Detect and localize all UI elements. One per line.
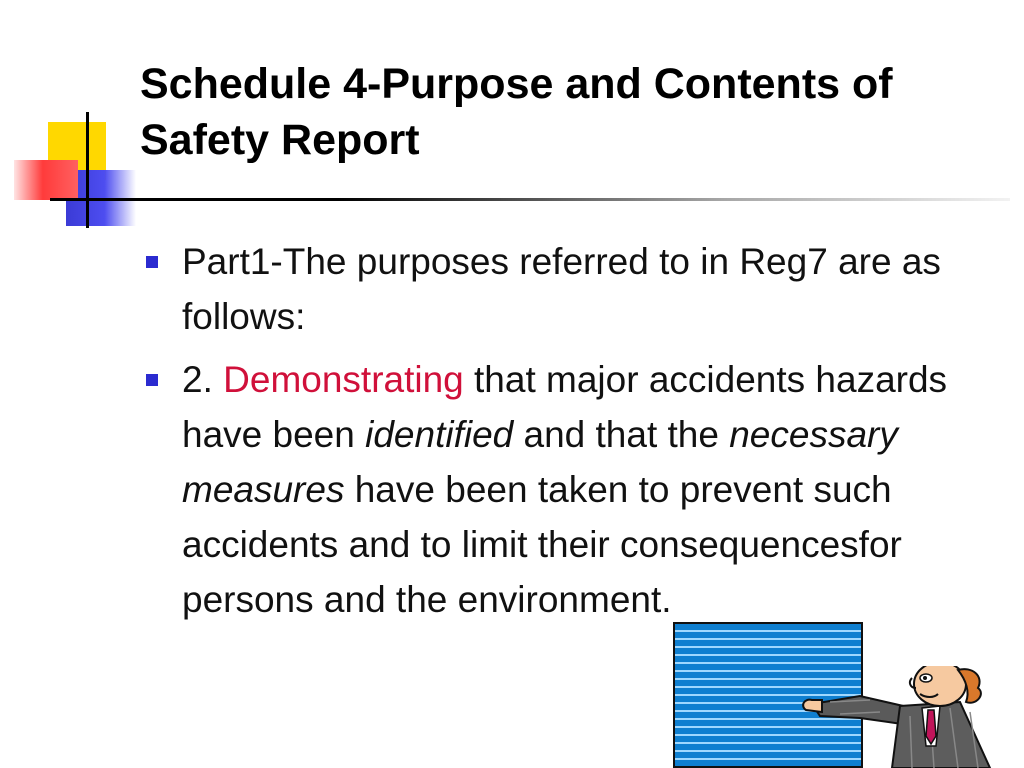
bullet-text: Part1-The purposes referred to in Reg7 are as follows: <box>182 241 941 337</box>
bullet-highlight: Demonstrating <box>223 359 464 400</box>
slide-title: Schedule 4-Purpose and Contents of Safety Report <box>140 60 893 164</box>
bullet-segment: that major accidents hazards have been <box>182 359 948 455</box>
logo-vertical-line <box>86 112 89 228</box>
bullet-list <box>146 234 1006 635</box>
bullet-segment: have been taken to prevent such accidents and to limit their consequencesfor persons and the environment. <box>182 469 902 620</box>
logo-red-square <box>14 160 78 200</box>
bullet-square-icon <box>146 256 158 268</box>
bullet-emphasis: necessary measures <box>182 414 898 510</box>
bullet-square-icon <box>146 374 158 386</box>
bullet-item-2 <box>146 352 1006 627</box>
bullet-emphasis: identified <box>365 414 514 455</box>
bullet-item-1 <box>146 234 1006 344</box>
bullet-prefix: 2. <box>182 359 224 400</box>
presenter-clipart-icon <box>800 666 1000 768</box>
title-divider <box>50 198 1010 201</box>
bullet-segment: and that the <box>513 414 730 455</box>
